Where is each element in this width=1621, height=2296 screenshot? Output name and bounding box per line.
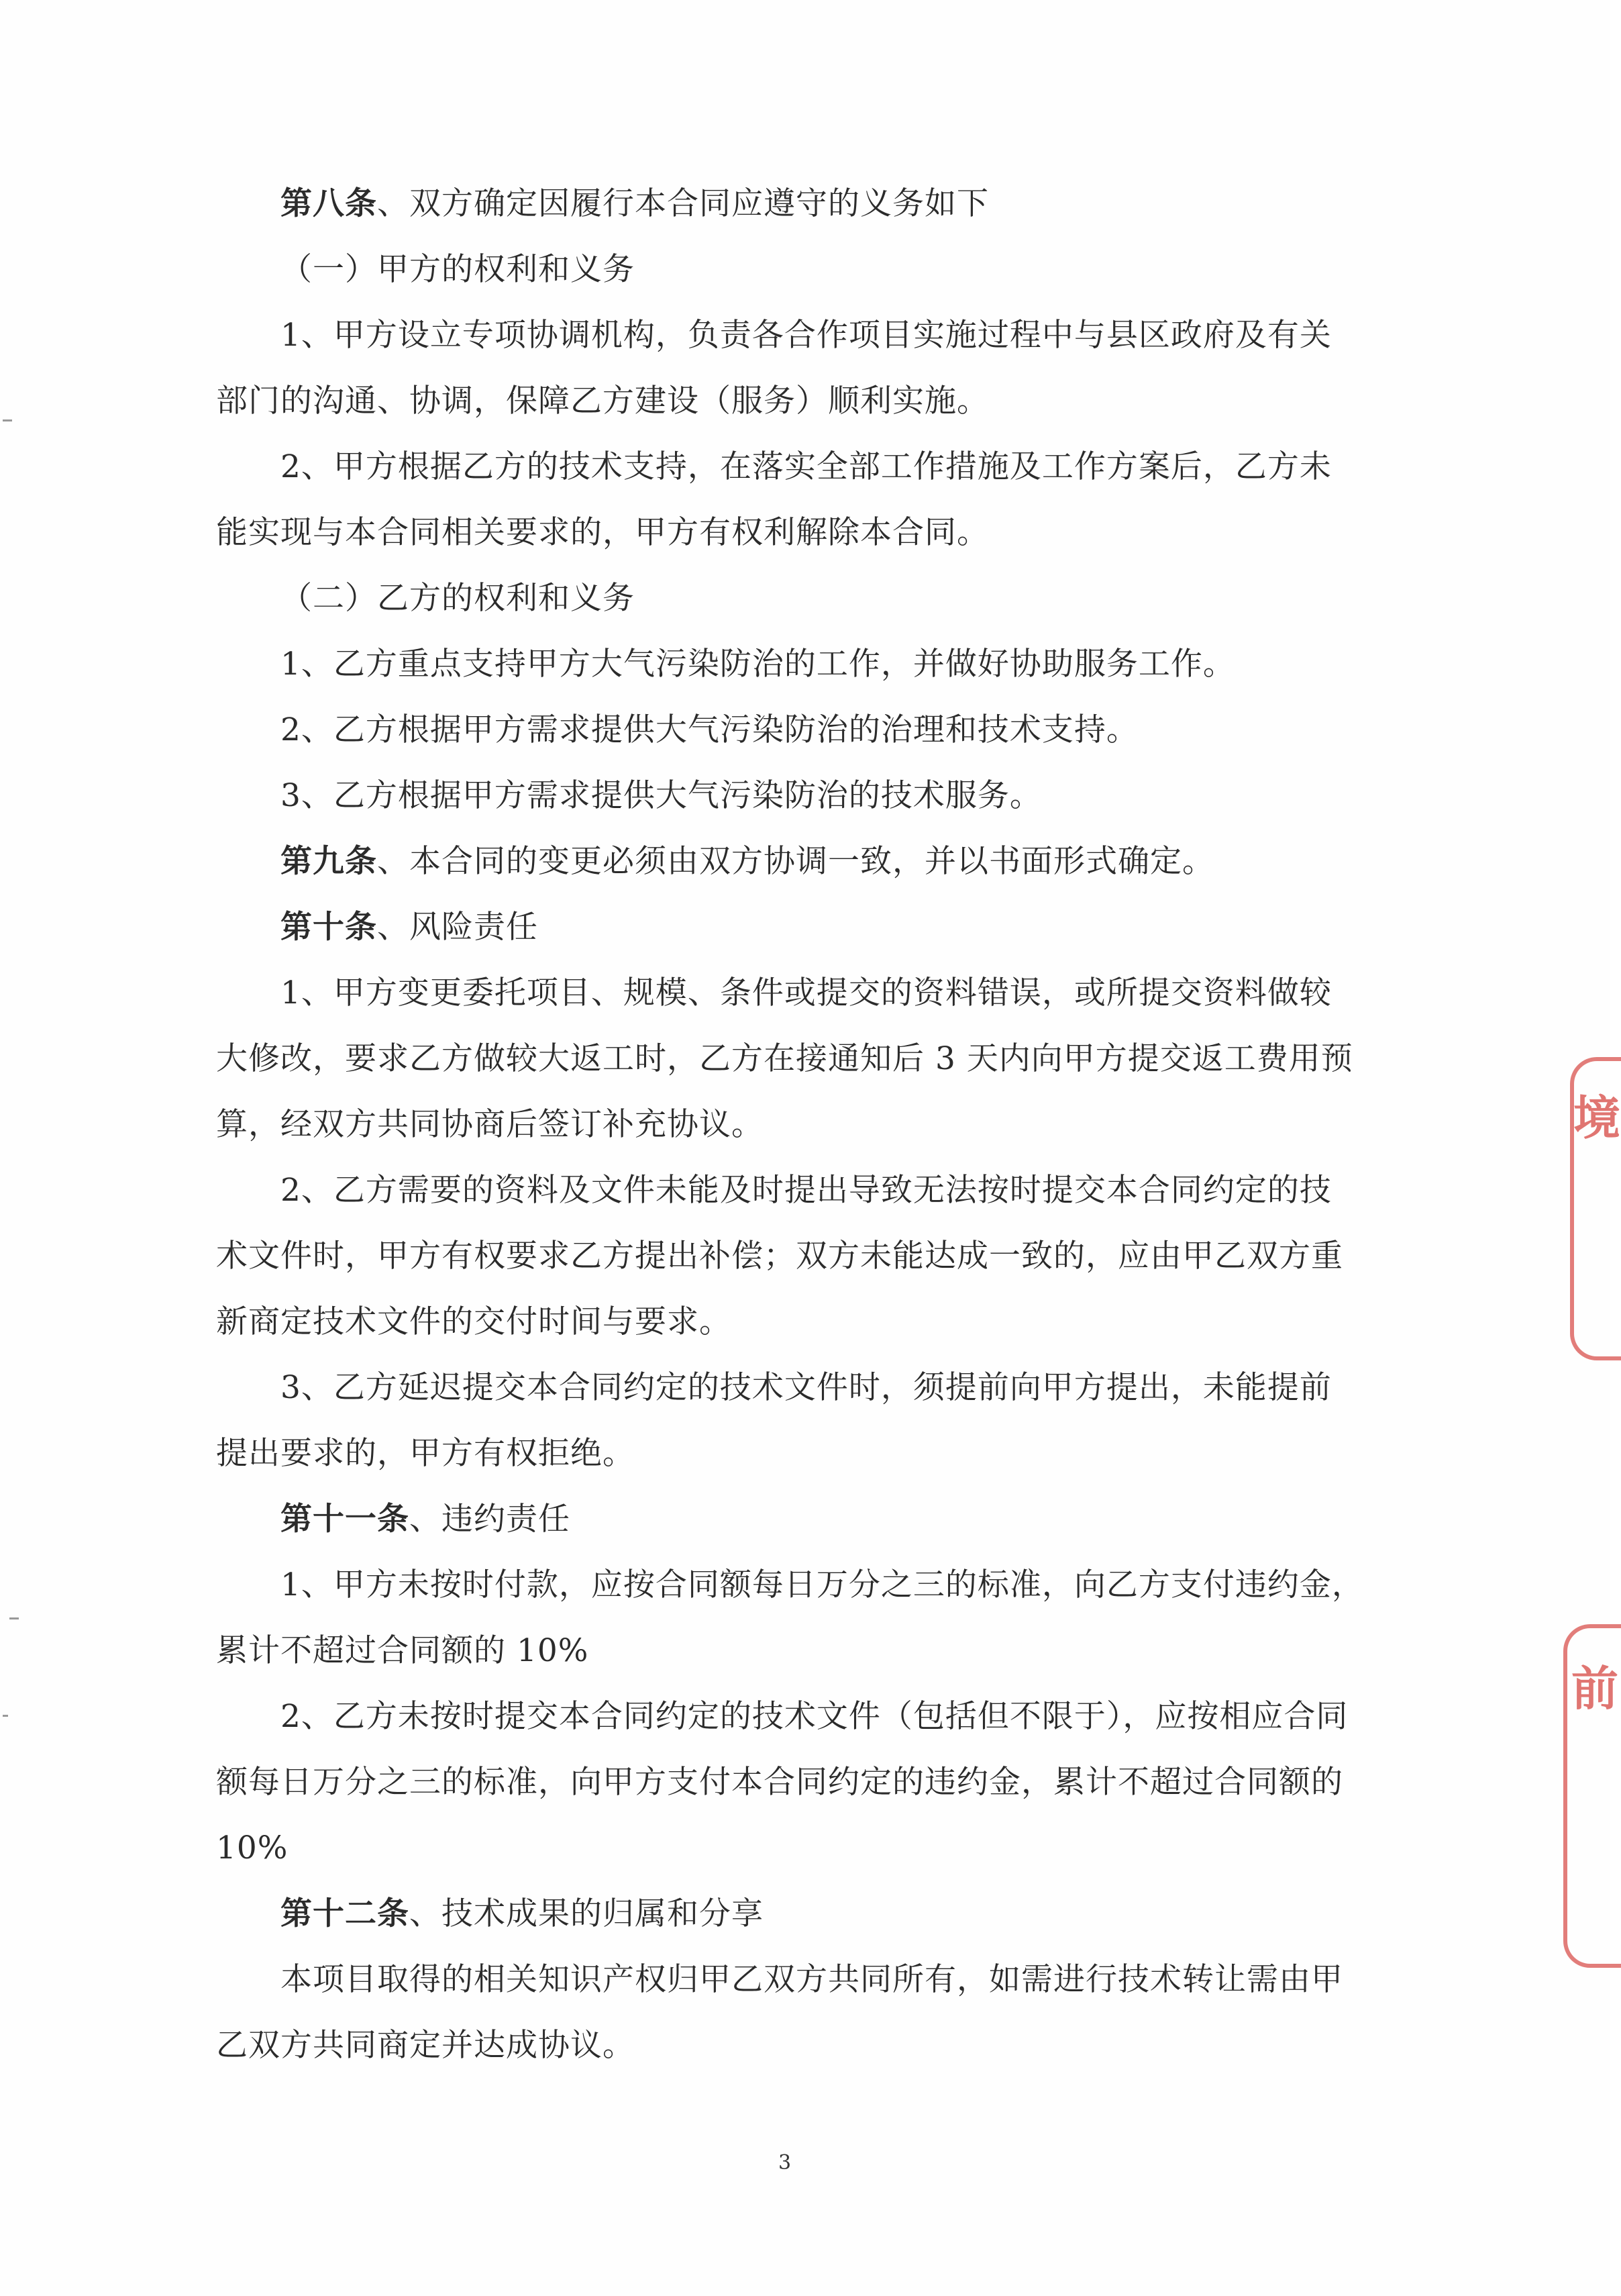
document-line: 3、乙方根据甲方需求提供大气污染防治的技术服务。: [280, 777, 1042, 814]
document-line: [216, 895, 1377, 960]
document-line: （二）乙方的权利和义务: [280, 580, 635, 617]
document-line: 2、乙方未按时提交本合同约定的技术文件（包括但不限于），应按相应合同: [280, 1698, 1349, 1735]
document-line: [216, 1881, 1377, 1947]
document-line: 1、乙方重点支持甲方大气污染防治的工作，并做好协助服务工作。: [280, 646, 1235, 683]
article-heading: 第十一条: [280, 1501, 409, 1538]
document-line: [216, 1487, 1377, 1552]
document-line: 累计不超过合同额的 10%: [216, 1632, 589, 1669]
line-text: 、技术成果的归属和分享: [409, 1895, 764, 1932]
line-text: 、双方确定因履行本合同应遵守的义务如下: [377, 185, 989, 222]
document-line: 2、甲方根据乙方的技术支持，在落实全部工作措施及工作方案后，乙方未: [280, 448, 1332, 485]
seal-character-top: 境: [1573, 1091, 1620, 1146]
document-line: 1、甲方设立专项协调机构，负责各合作项目实施过程中与县区政府及有关: [280, 317, 1332, 354]
document-line: 术文件时，甲方有权要求乙方提出补偿；双方未能达成一致的，应由甲乙双方重: [216, 1238, 1343, 1275]
document-line: 能实现与本合同相关要求的，甲方有权利解除本合同。: [216, 514, 989, 551]
document-line: 提出要求的，甲方有权拒绝。: [216, 1435, 635, 1472]
document-line: 10%: [216, 1830, 289, 1866]
document-line: 算，经双方共同协商后签订补充协议。: [216, 1106, 764, 1143]
document-line: 3、乙方延迟提交本合同约定的技术文件时，须提前向甲方提出，未能提前: [280, 1369, 1332, 1406]
document-line: 2、乙方根据甲方需求提供大气污染防治的治理和技术支持。: [280, 711, 1139, 748]
seal-character-bottom: 前: [1571, 1661, 1618, 1716]
article-heading: 第八条: [280, 185, 377, 222]
document-line: 额每日万分之三的标准，向甲方支付本合同约定的违约金，累计不超过合同额的: [216, 1764, 1343, 1801]
document-line: 2、乙方需要的资料及文件未能及时提出导致无法按时提交本合同约定的技: [280, 1172, 1332, 1209]
document-line: 1、甲方未按时付款，应按合同额每日万分之三的标准，向乙方支付违约金，: [280, 1566, 1364, 1603]
page-number: 3: [778, 2151, 792, 2175]
document-line: 1、甲方变更委托项目、规模、条件或提交的资料错误，或所提交资料做较: [280, 975, 1332, 1011]
document-line: [216, 829, 1377, 895]
scan-mark: [3, 1715, 8, 1717]
scan-mark: [3, 419, 12, 421]
document-line: 乙双方共同商定并达成协议。: [216, 2027, 635, 2064]
line-text: 、风险责任: [377, 909, 538, 946]
document-line: 部门的沟通、协调，保障乙方建设（服务）顺利实施。: [216, 383, 989, 419]
article-heading: 第十二条: [280, 1895, 409, 1932]
scan-mark: [9, 1617, 19, 1619]
document-line: [216, 171, 1377, 237]
document-line: 大修改，要求乙方做较大返工时，乙方在接通知后 3 天内向甲方提交返工费用预: [216, 1040, 1353, 1077]
article-heading: 第九条: [280, 843, 377, 880]
document-body: [216, 171, 1377, 2079]
line-text: 、违约责任: [409, 1501, 570, 1538]
line-text: 、本合同的变更必须由双方协调一致，并以书面形式确定。: [377, 843, 1214, 880]
document-line: 新商定技术文件的交付时间与要求。: [216, 1303, 731, 1340]
article-heading: 第十条: [280, 909, 377, 946]
document-line: 本项目取得的相关知识产权归甲乙双方共同所有，如需进行技术转让需由甲: [280, 1961, 1343, 1998]
document-line: （一）甲方的权利和义务: [280, 251, 635, 288]
